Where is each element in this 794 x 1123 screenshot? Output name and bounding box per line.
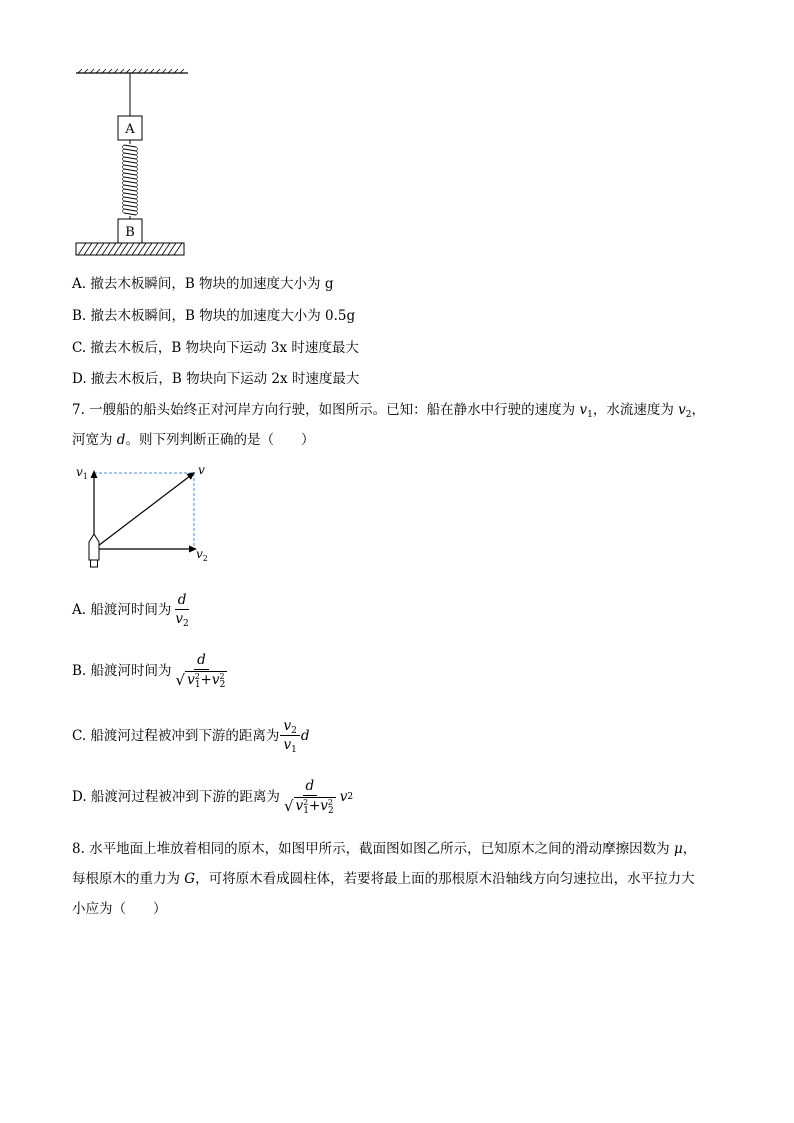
label-v1: $v_1$ [76, 465, 88, 481]
spring-block-figure [70, 66, 195, 262]
block-a-label: A [125, 122, 135, 137]
q6-option-b: B. 撤去木板瞬间，B 物块的加速度大小为 0.5g [72, 308, 356, 324]
boat-icon [89, 534, 99, 567]
block-b-label: B [125, 225, 135, 240]
q7-option-d: D. 船渡河过程被冲到下游的距离为 d √ $v^2_1+v^2_2$ v 2 [72, 778, 354, 816]
spring [124, 140, 136, 219]
label-v2: $v_2$ [196, 547, 208, 563]
label-v: v [198, 463, 205, 477]
resultant-velocity-arrow [94, 476, 190, 549]
q7-option-b: B. 船渡河时间为 d √ $v^2_1+v^2_2$ [72, 652, 226, 690]
velocity-diagram [72, 460, 222, 575]
q6-option-c: C. 撤去木板后，B 物块向下运动 3x 时速度最大 [72, 340, 359, 356]
q7-stem-line2: 河宽为 d。则下列判断正确的是（ ） [72, 432, 315, 448]
q8-stem-line1: 8. 水平地面上堆放着相同的原木，如图甲所示，截面图如图乙所示，已知原木之间的滑动摩擦因数为 μ， [72, 841, 697, 857]
q7-option-c: C. 船渡河过程被冲到下游的距离为 $\frac{v_2}{v_1}$ d [72, 718, 310, 755]
q8-stem-line2: 每根原木的重力为 G，可将原木看成圆柱体，若要将最上面的那根原木沿轴线方向匀速拉出，水平拉力大 [72, 871, 695, 887]
q6-option-d: D. 撤去木板后，B 物块向下运动 2x 时速度最大 [72, 371, 360, 387]
q6-option-a: A. 撤去木板瞬间，B 物块的加速度大小为 g [72, 276, 334, 292]
q7-option-a: A. 船渡河时间为 $\frac{d}{v_2}$ [72, 592, 189, 629]
q7-stem-line1: 7. 一艘船的船头始终正对河岸方向行驶，如图所示。已知：船在静水中行驶的速度为 $v_1$，水流速度为 $v_2$， [72, 402, 706, 420]
q8-stem-line3: 小应为（ ） [72, 901, 167, 917]
